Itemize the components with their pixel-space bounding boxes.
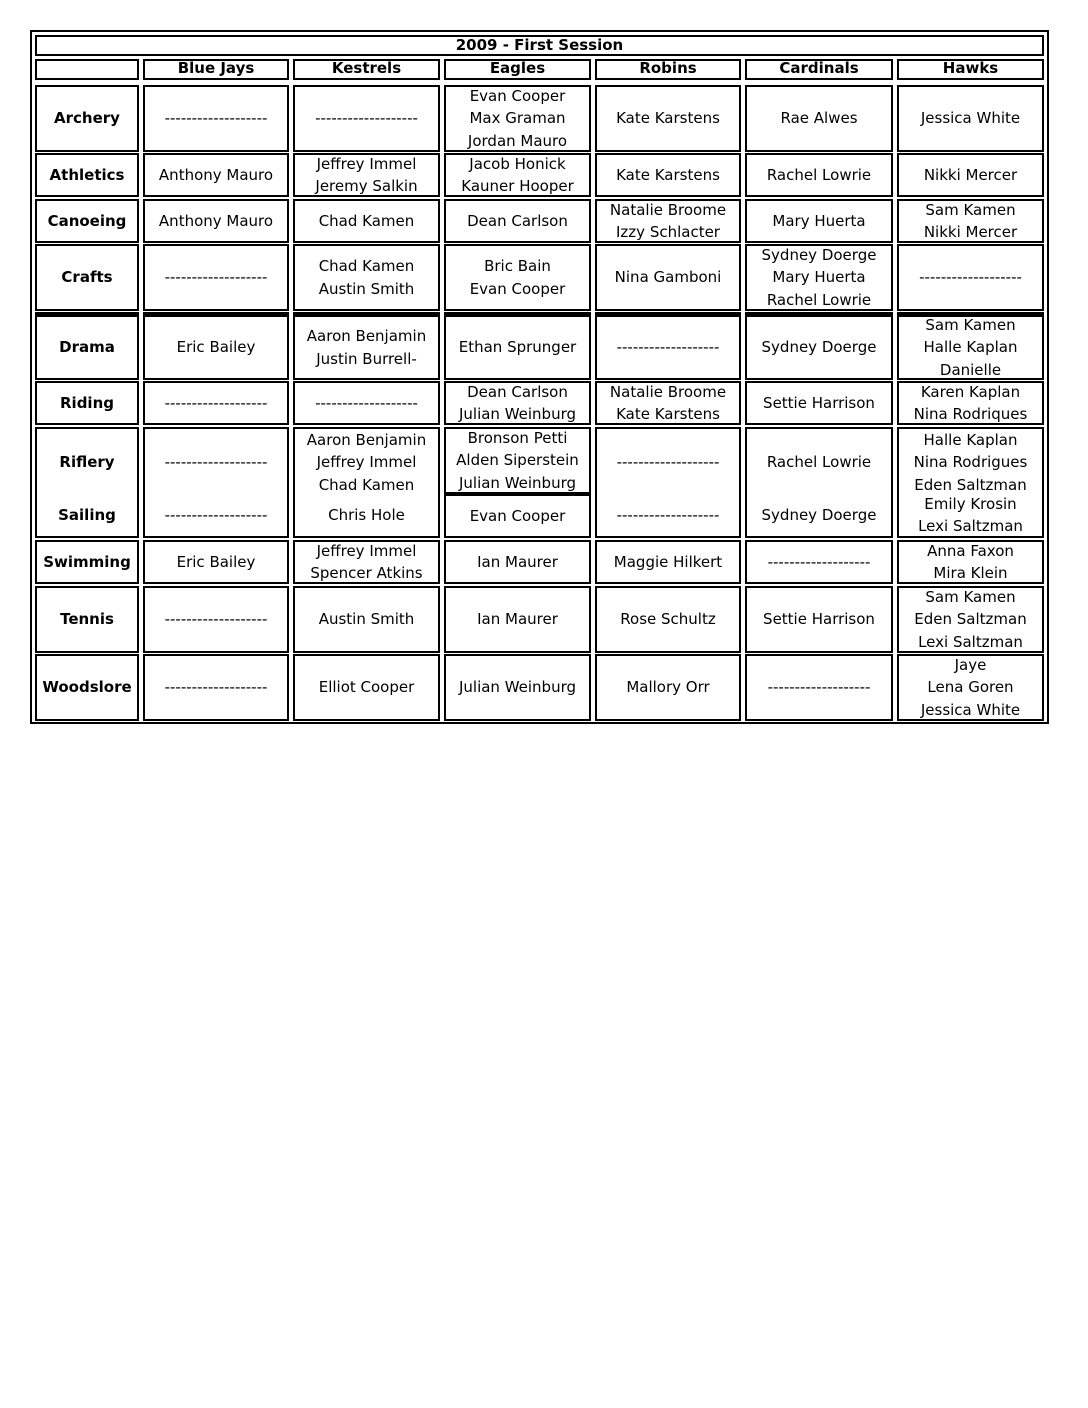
activity-label bbox=[35, 586, 139, 653]
camper-name: Anthony Mauro bbox=[158, 165, 274, 184]
camper-name: Rachel Lowrie bbox=[766, 165, 872, 184]
camper-name: ------------------- bbox=[164, 678, 268, 697]
camper-name: Natalie Broome bbox=[609, 382, 727, 401]
table-cell bbox=[143, 586, 289, 653]
camper-name: Spencer Atkins bbox=[310, 564, 423, 582]
table-cell bbox=[745, 586, 893, 653]
camper-name: Settie Harrison bbox=[763, 393, 875, 412]
camper-name: Maggie Hilkert bbox=[613, 552, 723, 571]
camper-name: Mallory Orr bbox=[626, 678, 710, 697]
table-cell bbox=[595, 85, 741, 152]
camper-name: Mary Huerta bbox=[772, 268, 866, 287]
camper-name: Evan Cooper bbox=[469, 506, 566, 525]
camper-name: Sydney Doerge bbox=[761, 505, 877, 524]
table-cell bbox=[143, 153, 289, 197]
camper-name: Nina Rodriques bbox=[913, 405, 1028, 423]
camper-name: ------------------- bbox=[164, 505, 268, 524]
table-cell bbox=[444, 494, 591, 538]
camper-name: Evan Cooper bbox=[469, 279, 566, 298]
table-cell bbox=[897, 654, 1044, 721]
camper-name: ------------------- bbox=[919, 268, 1022, 287]
table-cell bbox=[293, 427, 440, 496]
camper-name: Halle Kaplan bbox=[923, 338, 1018, 357]
session-table bbox=[30, 30, 1049, 724]
table-cell bbox=[293, 244, 440, 311]
table-cell bbox=[897, 586, 1044, 653]
camper-name: ------------------- bbox=[315, 109, 418, 128]
table-cell bbox=[293, 312, 440, 380]
camper-name: Mira Klein bbox=[933, 564, 1008, 582]
camper-name: Eric Bailey bbox=[176, 338, 256, 357]
camper-name: Alden Siperstein bbox=[456, 451, 579, 470]
table-cell bbox=[745, 654, 893, 721]
table-cell bbox=[595, 199, 741, 243]
camper-name: Sam Kamen bbox=[925, 200, 1016, 219]
table-cell bbox=[444, 153, 591, 197]
column-header: Eagles bbox=[444, 59, 591, 80]
camper-name: Julian Weinburg bbox=[458, 405, 577, 423]
camper-name: Jessica White bbox=[920, 700, 1021, 719]
table-cell bbox=[293, 85, 440, 152]
table-cell bbox=[293, 381, 440, 425]
camper-name: Eden Saltzman bbox=[914, 475, 1027, 494]
camper-name: Izzy Schlacter bbox=[616, 223, 720, 241]
table-cell bbox=[143, 381, 289, 425]
table-cell bbox=[444, 312, 591, 380]
activity-label bbox=[35, 312, 139, 380]
table-cell bbox=[745, 427, 893, 496]
table-cell bbox=[897, 199, 1044, 243]
table-cell bbox=[444, 244, 591, 311]
camper-name: Chad Kamen bbox=[318, 257, 415, 275]
camper-name: Rae Alwes bbox=[780, 109, 858, 128]
camper-name: Julian Weinburg bbox=[458, 473, 577, 492]
camper-name: Jessica White bbox=[920, 109, 1021, 128]
camper-name: Justin Burrell- bbox=[316, 349, 417, 368]
table-cell bbox=[745, 540, 893, 584]
column-header: Robins bbox=[595, 59, 741, 80]
camper-name: Jaye bbox=[954, 655, 987, 674]
table-cell bbox=[595, 494, 741, 538]
camper-name: Julian Weinburg bbox=[458, 678, 577, 697]
camper-name: ------------------- bbox=[164, 268, 268, 287]
camper-name: Nikki Mercer bbox=[923, 165, 1018, 184]
activity-name: Riflery bbox=[59, 453, 115, 472]
table-cell bbox=[595, 654, 741, 721]
camper-name: ------------------- bbox=[164, 109, 268, 128]
camper-name: Rachel Lowrie bbox=[766, 453, 872, 472]
activity-label bbox=[35, 381, 139, 425]
table-cell bbox=[293, 654, 440, 721]
activity-label bbox=[35, 199, 139, 243]
camper-name: Austin Smith bbox=[318, 610, 415, 629]
column-header: Hawks bbox=[897, 59, 1044, 80]
camper-name: ------------------- bbox=[164, 610, 268, 629]
table-cell bbox=[897, 494, 1044, 538]
activity-label bbox=[35, 85, 139, 152]
column-header: Kestrels bbox=[293, 59, 440, 80]
table-cell bbox=[143, 312, 289, 380]
camper-name: Lexi Saltzman bbox=[918, 632, 1023, 651]
column-header bbox=[35, 59, 139, 80]
table-cell bbox=[444, 540, 591, 584]
table-cell bbox=[745, 153, 893, 197]
activity-name: Drama bbox=[59, 338, 115, 357]
camper-name: Jeremy Salkin bbox=[315, 177, 418, 195]
table-cell bbox=[444, 427, 591, 494]
camper-name: Settie Harrison bbox=[763, 610, 875, 629]
table-cell bbox=[293, 586, 440, 653]
camper-name: Jordan Mauro bbox=[467, 131, 568, 150]
activity-name: Canoeing bbox=[47, 211, 127, 230]
camper-name: Jacob Honick bbox=[469, 154, 566, 173]
camper-name: Jeffrey Immel bbox=[316, 453, 417, 472]
table-cell bbox=[745, 85, 893, 152]
camper-name: Rachel Lowrie bbox=[766, 290, 872, 309]
table-cell bbox=[143, 244, 289, 311]
activity-name: Sailing bbox=[58, 505, 116, 524]
table-cell bbox=[293, 199, 440, 243]
camper-name: ------------------- bbox=[164, 393, 268, 412]
table-cell bbox=[143, 85, 289, 152]
table-cell bbox=[293, 540, 440, 584]
camper-name: Jeffrey Immel bbox=[316, 154, 417, 173]
table-cell bbox=[444, 85, 591, 152]
camper-name: Ian Maurer bbox=[477, 552, 558, 571]
camper-name: Nina Rodrigues bbox=[913, 453, 1028, 472]
camper-name: ------------------- bbox=[616, 338, 720, 357]
table-cell bbox=[595, 244, 741, 311]
camper-name: Sydney Doerge bbox=[761, 338, 877, 357]
table-cell bbox=[444, 586, 591, 653]
camper-name: Sydney Doerge bbox=[761, 245, 877, 264]
camper-name: Nina Gamboni bbox=[614, 268, 722, 287]
activity-name: Riding bbox=[60, 393, 114, 412]
camper-name: Mary Huerta bbox=[772, 211, 866, 230]
camper-name: ------------------- bbox=[767, 678, 871, 697]
activity-label bbox=[35, 494, 139, 538]
camper-name: Max Graman bbox=[469, 109, 566, 128]
table-cell bbox=[595, 540, 741, 584]
activity-name: Athletics bbox=[49, 165, 125, 184]
camper-name: Aaron Benjamin bbox=[306, 327, 427, 345]
camper-name: Danielle bbox=[939, 360, 1002, 379]
camper-name: Karen Kaplan bbox=[920, 382, 1021, 401]
camper-name: Anthony Mauro bbox=[158, 211, 274, 230]
camper-name: Ethan Sprunger bbox=[458, 338, 577, 357]
camper-name: Chad Kamen bbox=[318, 475, 415, 494]
table-cell bbox=[595, 153, 741, 197]
table-cell bbox=[745, 244, 893, 311]
camper-name: Emily Krosin bbox=[924, 494, 1017, 513]
table-cell bbox=[897, 153, 1044, 197]
activity-label bbox=[35, 654, 139, 721]
camper-name: Kate Karstens bbox=[616, 405, 720, 423]
camper-name: Jeffrey Immel bbox=[316, 541, 417, 560]
camper-name: Ian Maurer bbox=[477, 610, 558, 629]
camper-name: ------------------- bbox=[616, 453, 720, 472]
camper-name: Kate Karstens bbox=[616, 109, 720, 128]
table-cell bbox=[444, 381, 591, 425]
column-header: Blue Jays bbox=[143, 59, 289, 80]
camper-name: Eric Bailey bbox=[176, 552, 256, 571]
camper-name: Halle Kaplan bbox=[923, 430, 1018, 449]
table-cell bbox=[595, 381, 741, 425]
activity-name: Tennis bbox=[60, 610, 114, 629]
activity-name: Swimming bbox=[43, 552, 131, 571]
camper-name: Austin Smith bbox=[318, 279, 415, 298]
camper-name: ------------------- bbox=[315, 393, 418, 412]
camper-name: Rose Schultz bbox=[620, 610, 716, 629]
activity-name: Crafts bbox=[61, 268, 113, 287]
camper-name: Elliot Cooper bbox=[318, 678, 415, 697]
table-cell bbox=[897, 381, 1044, 425]
table-cell bbox=[745, 494, 893, 538]
table-cell bbox=[595, 586, 741, 653]
table-cell bbox=[897, 312, 1044, 380]
table-cell bbox=[745, 199, 893, 243]
table-cell bbox=[293, 153, 440, 197]
table-cell bbox=[444, 654, 591, 721]
camper-name: Dean Carlson bbox=[467, 211, 568, 230]
table-cell bbox=[143, 540, 289, 584]
camper-name: Chad Kamen bbox=[318, 211, 415, 230]
table-title: 2009 - First Session bbox=[35, 35, 1044, 56]
table-cell bbox=[897, 540, 1044, 584]
table-cell bbox=[143, 494, 289, 538]
activity-label bbox=[35, 427, 139, 496]
table-cell bbox=[143, 199, 289, 243]
camper-name: Anna Faxon bbox=[927, 541, 1014, 560]
camper-name: Lena Goren bbox=[927, 678, 1014, 697]
camper-name: Nikki Mercer bbox=[923, 223, 1018, 241]
column-header: Cardinals bbox=[745, 59, 893, 80]
activity-label bbox=[35, 153, 139, 197]
table-cell bbox=[444, 199, 591, 243]
camper-name: Natalie Broome bbox=[609, 200, 727, 219]
activity-name: Woodslore bbox=[42, 678, 132, 697]
activity-label bbox=[35, 540, 139, 584]
camper-name: Lexi Saltzman bbox=[918, 517, 1023, 535]
camper-name: ------------------- bbox=[767, 552, 871, 571]
camper-name: ------------------- bbox=[164, 453, 268, 472]
table-cell bbox=[293, 494, 440, 538]
camper-name: ------------------- bbox=[616, 505, 720, 524]
table-cell bbox=[595, 427, 741, 496]
camper-name: Bronson Petti bbox=[467, 428, 568, 447]
table-cell bbox=[143, 427, 289, 496]
camper-name: Chris Hole bbox=[328, 505, 405, 524]
camper-name: Evan Cooper bbox=[469, 86, 566, 105]
camper-name: Eden Saltzman bbox=[914, 610, 1027, 629]
camper-name: Kate Karstens bbox=[616, 165, 720, 184]
camper-name: Kauner Hooper bbox=[461, 177, 574, 195]
table-cell bbox=[595, 312, 741, 380]
table-cell bbox=[897, 85, 1044, 152]
camper-name: Sam Kamen bbox=[925, 315, 1016, 334]
table-cell bbox=[897, 427, 1044, 496]
table-cell bbox=[143, 654, 289, 721]
camper-name: Dean Carlson bbox=[467, 382, 568, 401]
camper-name: Bric Bain bbox=[484, 257, 551, 275]
activity-name: Archery bbox=[54, 109, 120, 128]
activity-label bbox=[35, 244, 139, 311]
camper-name: Aaron Benjamin bbox=[306, 430, 427, 449]
table-cell bbox=[897, 244, 1044, 311]
table-cell bbox=[745, 312, 893, 380]
table-cell bbox=[745, 381, 893, 425]
camper-name: Sam Kamen bbox=[925, 587, 1016, 606]
